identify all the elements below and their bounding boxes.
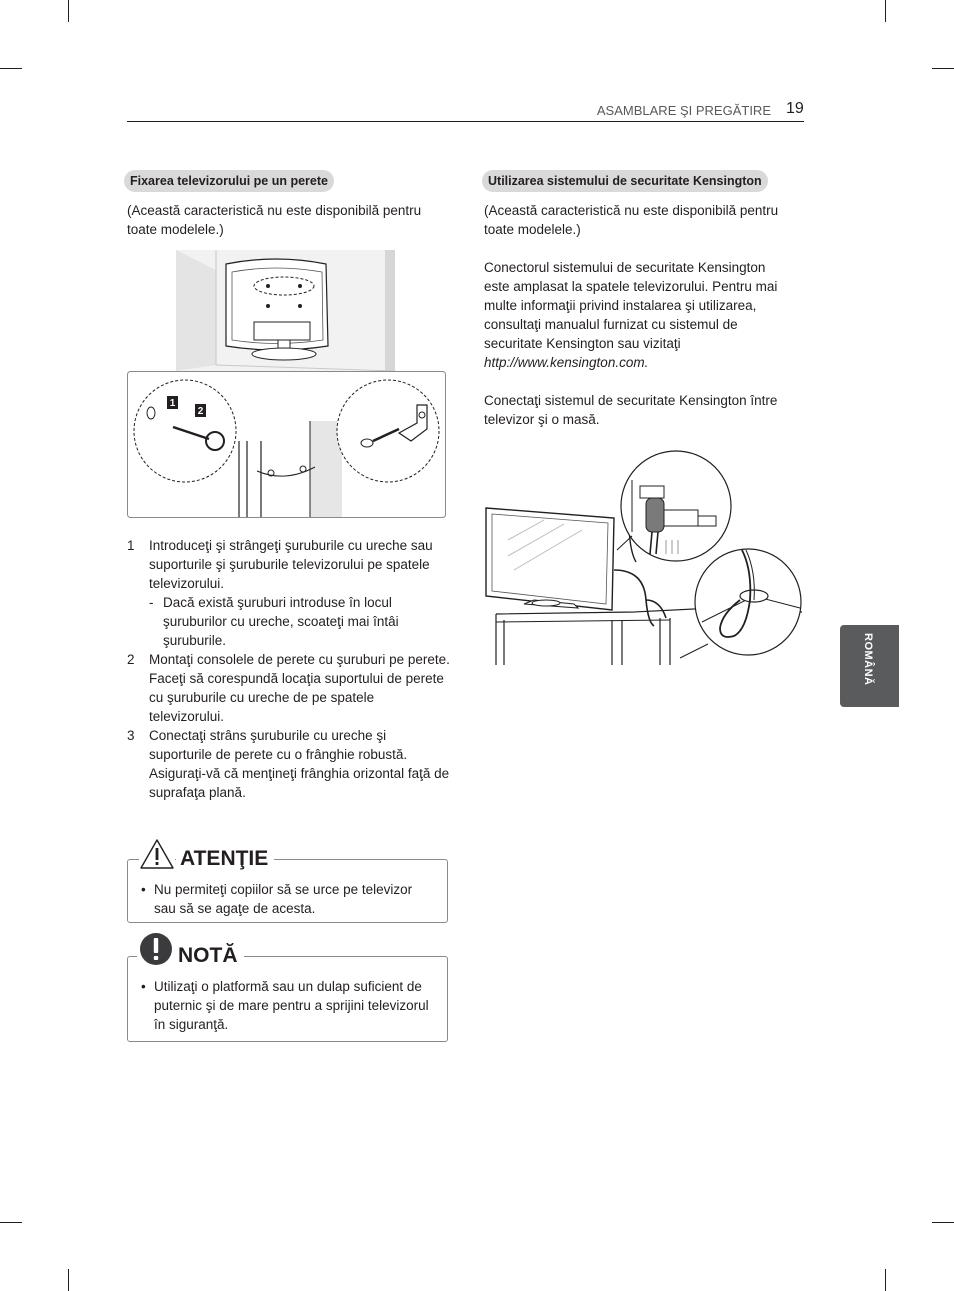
language-tab-label: ROMÂNĂ: [862, 633, 874, 686]
step-item: [127, 726, 452, 802]
step-item: [127, 650, 452, 726]
bullet-dot: •: [141, 882, 146, 897]
step-text: Montaţi consolele de perete cu şuruburi pe perete.: [149, 652, 450, 667]
crop-mark: [932, 1222, 954, 1223]
crop-mark: [885, 0, 886, 22]
wall-bracket-illustration: [127, 371, 446, 518]
tv-back-illustration: [176, 250, 395, 371]
step-sub-text: Dacă există şuruburi introduse în locul şuruburilor cu ureche, scoateţi mai întâi şuruburile.: [163, 595, 399, 648]
kensington-section-title: Utilizarea sistemului de securitate Kensington: [482, 170, 768, 192]
step-number: 1: [127, 538, 135, 553]
step-number: 3: [127, 728, 135, 743]
crop-mark: [932, 68, 954, 69]
step-item: [127, 536, 452, 650]
crop-mark: [68, 0, 69, 22]
step-text: Conectaţi strâns şuruburile cu ureche şi suporturile de perete cu o frânghie robustă. Asiguraţi-vă că menţineţi frânghia orizontal faţă de suprafaţa plană.: [149, 728, 450, 800]
kensington-info-text: Conectorul sistemului de securitate Kensington este amplasat la spatele televizorului. Pentru mai multe informaţii privind instalarea şi utilizarea, consultaţi manualul furnizat cu sistemul de securitate Kensington sau vizitaţi: [484, 260, 778, 351]
figure-badge-1: 1: [169, 398, 176, 409]
kensington-illustration: [484, 450, 804, 665]
warning-triangle-icon: [139, 838, 175, 870]
crop-mark: [0, 68, 22, 69]
figure-badge-2: 2: [197, 406, 204, 417]
exclamation-circle-icon: [137, 932, 177, 966]
crop-mark: [68, 1269, 69, 1291]
note-bullet-text: Utilizaţi o platformă sau un dulap suficient de puternic şi de mare pentru a sprijini televizorul în siguranţă.: [154, 979, 429, 1032]
running-header: ASAMBLARE ŞI PREGĂTIRE: [596, 103, 771, 118]
kensington-connect-text: Conectaţi sistemul de securitate Kensington între televizor şi o masă.: [484, 393, 778, 427]
installation-steps: [127, 536, 452, 802]
page-number: 19: [786, 100, 804, 117]
dash-marker: -: [149, 595, 154, 610]
bullet-dot: •: [141, 979, 146, 994]
caution-bullet-text: Nu permiteţi copiilor să se urce pe televizor sau să se agaţe de acesta.: [154, 882, 413, 916]
step-extra-text: Faceţi să corespundă locaţia suportului de perete cu şuruburile cu ureche de pe spatele televizorului.: [149, 671, 444, 724]
wall-fixing-section-title: Fixarea televizorului pe un perete: [124, 170, 334, 192]
kensington-link[interactable]: http://www.kensington.com.: [484, 355, 649, 370]
header-rule: [127, 121, 804, 122]
step-text: Introduceţi şi strângeţi şuruburile cu ureche sau suporturile şi şuruburile televizorului pe spatele televizorului.: [149, 538, 433, 591]
crop-mark: [885, 1269, 886, 1291]
crop-mark: [0, 1222, 22, 1223]
step-number: 2: [127, 652, 135, 667]
step-sub-item: [149, 593, 452, 650]
kensington-info: [484, 258, 784, 372]
language-tab: [840, 625, 899, 707]
wall-fixing-availability: (Această caracteristică nu este disponibilă pentru toate modelele.): [127, 203, 422, 237]
kensington-availability: (Această caracteristică nu este disponibilă pentru toate modelele.): [484, 203, 779, 237]
caution-title: ATENŢIE: [176, 847, 274, 871]
note-title: NOTĂ: [174, 944, 244, 968]
